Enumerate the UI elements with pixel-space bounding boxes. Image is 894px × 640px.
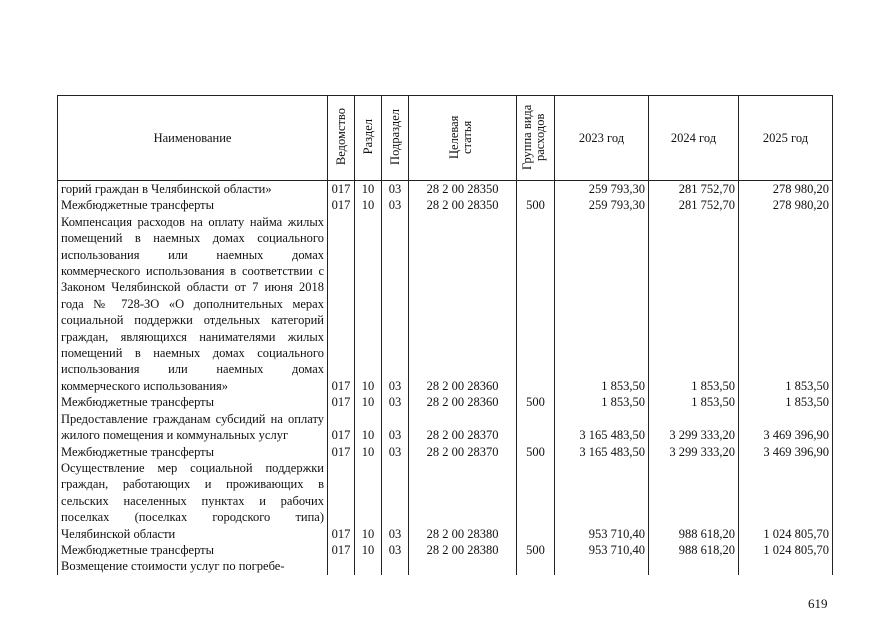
- row-2023: 1 853,50: [555, 394, 649, 410]
- row-section: 10: [355, 411, 382, 444]
- row-dept: 017: [328, 214, 355, 394]
- header-expense-group: Группа вида расходов: [517, 96, 555, 181]
- table-row: [58, 542, 833, 558]
- table-row: [58, 214, 833, 394]
- row-dept: 017: [328, 197, 355, 213]
- header-2025: 2025 год: [739, 96, 833, 181]
- header-subsection: Подраздел: [382, 96, 409, 181]
- header-2024: 2024 год: [649, 96, 739, 181]
- page-number: 619: [808, 596, 828, 611]
- row-dept: [328, 558, 355, 574]
- row-name: Предоставление гражданам субсидий на оплату жилого помещения и коммунальных услуг: [58, 411, 328, 444]
- row-section: 10: [355, 394, 382, 410]
- row-subsection: 03: [382, 542, 409, 558]
- row-section: 10: [355, 181, 382, 198]
- row-2023: 259 793,30: [555, 181, 649, 198]
- row-name: Межбюджетные трансферты: [58, 197, 328, 213]
- row-2023: 953 710,40: [555, 542, 649, 558]
- row-2025: 278 980,20: [739, 181, 833, 198]
- row-2024: 3 299 333,20: [649, 411, 739, 444]
- row-subsection: 03: [382, 460, 409, 542]
- row-2023: 1 853,50: [555, 214, 649, 394]
- row-2023: 3 165 483,50: [555, 444, 649, 460]
- table-row: [58, 460, 833, 542]
- row-group: 500: [517, 394, 555, 410]
- row-section: 10: [355, 214, 382, 394]
- row-2025: 1 024 805,70: [739, 460, 833, 542]
- row-group: [517, 558, 555, 574]
- header-target-article: Целевая статья: [409, 96, 517, 181]
- row-section: 10: [355, 542, 382, 558]
- row-2025: 1 853,50: [739, 394, 833, 410]
- row-2024: 988 618,20: [649, 460, 739, 542]
- row-subsection: 03: [382, 181, 409, 198]
- table-row: [58, 181, 833, 198]
- row-2025: 3 469 396,90: [739, 444, 833, 460]
- row-section: 10: [355, 444, 382, 460]
- table-row: [58, 411, 833, 444]
- row-subsection: 03: [382, 411, 409, 444]
- row-2025: 3 469 396,90: [739, 411, 833, 444]
- row-article: 28 2 00 28370: [409, 411, 517, 444]
- row-2024: 988 618,20: [649, 542, 739, 558]
- row-subsection: [382, 558, 409, 574]
- row-article: 28 2 00 28370: [409, 444, 517, 460]
- table-row: [58, 394, 833, 410]
- row-subsection: 03: [382, 197, 409, 213]
- row-section: 10: [355, 460, 382, 542]
- row-2023: 3 165 483,50: [555, 411, 649, 444]
- row-group: 500: [517, 444, 555, 460]
- row-article: 28 2 00 28350: [409, 181, 517, 198]
- row-2024: 281 752,70: [649, 181, 739, 198]
- row-name: Компенсация расходов на оплату найма жилых помещений в наемных домах социального использования или наемных домах коммерческого использования в соответствии с Законом Челябинской области от 7 июня 2018 года № 728-ЗО «О дополнительных мерах социальной поддержки отдельных категорий граждан, являющихся нанимателями жилых помещений в наемных домах социального использования или наемных домах коммерческого использования»: [58, 214, 328, 394]
- row-2025: 1 853,50: [739, 214, 833, 394]
- row-2023: 953 710,40: [555, 460, 649, 542]
- table-header-row: [58, 96, 833, 181]
- row-article: 28 2 00 28380: [409, 460, 517, 542]
- header-section: Раздел: [355, 96, 382, 181]
- row-name: Межбюджетные трансферты: [58, 394, 328, 410]
- header-department: Ведомство: [328, 96, 355, 181]
- row-2024: 1 853,50: [649, 394, 739, 410]
- row-2025: 1 024 805,70: [739, 542, 833, 558]
- header-name: Наименование: [58, 96, 328, 181]
- row-2025: [739, 558, 833, 574]
- table-row: [58, 444, 833, 460]
- row-dept: 017: [328, 542, 355, 558]
- row-name: горий граждан в Челябинской области»: [58, 181, 328, 198]
- row-subsection: 03: [382, 394, 409, 410]
- row-article: 28 2 00 28360: [409, 394, 517, 410]
- row-name: Возмещение стоимости услуг по погребе-: [58, 558, 328, 574]
- row-group: 500: [517, 197, 555, 213]
- table-row: [58, 197, 833, 213]
- row-2024: 281 752,70: [649, 197, 739, 213]
- row-group: 500: [517, 542, 555, 558]
- row-dept: 017: [328, 460, 355, 542]
- row-section: [355, 558, 382, 574]
- row-2024: 1 853,50: [649, 214, 739, 394]
- row-article: 28 2 00 28360: [409, 214, 517, 394]
- row-dept: 017: [328, 394, 355, 410]
- budget-table: [57, 95, 833, 575]
- row-group: [517, 214, 555, 394]
- row-2025: 278 980,20: [739, 197, 833, 213]
- row-name: Межбюджетные трансферты: [58, 444, 328, 460]
- row-section: 10: [355, 197, 382, 213]
- row-article: 28 2 00 28380: [409, 542, 517, 558]
- row-dept: 017: [328, 444, 355, 460]
- row-group: [517, 181, 555, 198]
- row-article: [409, 558, 517, 574]
- row-subsection: 03: [382, 444, 409, 460]
- row-article: 28 2 00 28350: [409, 197, 517, 213]
- row-name: Межбюджетные трансферты: [58, 542, 328, 558]
- row-2024: 3 299 333,20: [649, 444, 739, 460]
- row-dept: 017: [328, 411, 355, 444]
- row-dept: 017: [328, 181, 355, 198]
- row-group: [517, 411, 555, 444]
- header-2023: 2023 год: [555, 96, 649, 181]
- row-group: [517, 460, 555, 542]
- table-row: [58, 558, 833, 574]
- row-2024: [649, 558, 739, 574]
- row-subsection: 03: [382, 214, 409, 394]
- row-2023: [555, 558, 649, 574]
- row-name: Осуществление мер социальной поддержки граждан, работающих и проживающих в сельских населенных пунктах и рабочих поселках (поселках городского типа) Челябинской области: [58, 460, 328, 542]
- row-2023: 259 793,30: [555, 197, 649, 213]
